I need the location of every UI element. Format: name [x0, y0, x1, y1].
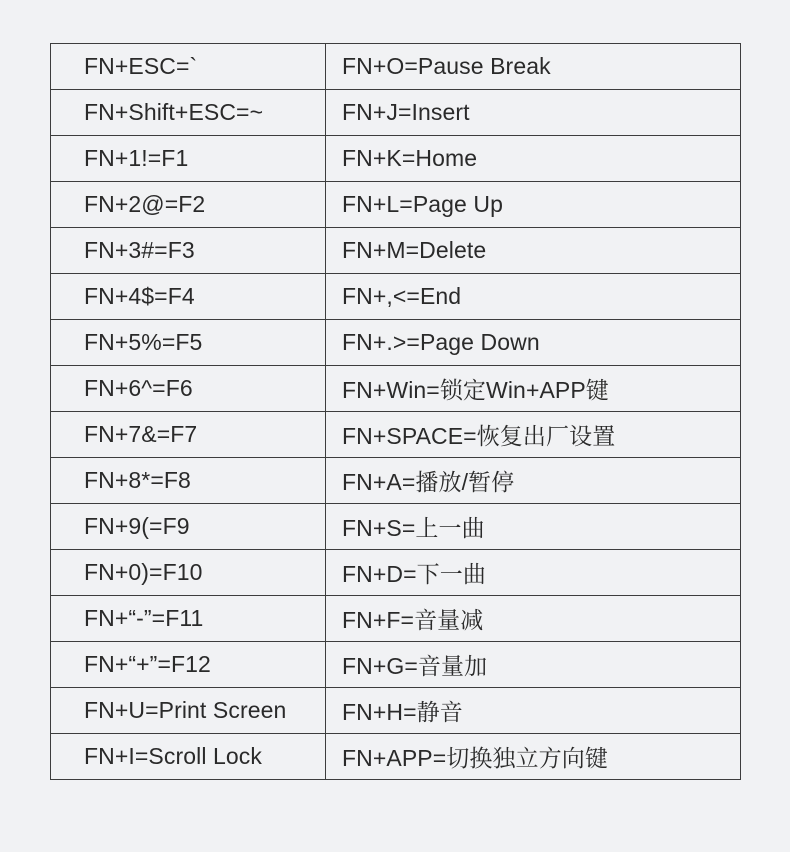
shortcut-cell-left: FN+ESC=` — [51, 44, 326, 90]
table-row — [51, 320, 741, 366]
table-row — [51, 366, 741, 412]
fn-shortcut-table — [50, 43, 741, 780]
table-row — [51, 734, 741, 780]
shortcut-cell-right: FN+H=静音 — [326, 688, 741, 734]
table-row — [51, 90, 741, 136]
table-row — [51, 412, 741, 458]
table-row — [51, 228, 741, 274]
table-row — [51, 504, 741, 550]
shortcut-cell-left: FN+2@=F2 — [51, 182, 326, 228]
table-row — [51, 458, 741, 504]
shortcut-cell-right: FN+G=音量加 — [326, 642, 741, 688]
shortcut-cell-right: FN+.>=Page Down — [326, 320, 741, 366]
shortcut-cell-left: FN+3#=F3 — [51, 228, 326, 274]
shortcut-cell-right: FN+F=音量减 — [326, 596, 741, 642]
table-row — [51, 688, 741, 734]
shortcut-cell-right: FN+K=Home — [326, 136, 741, 182]
shortcut-cell-right: FN+M=Delete — [326, 228, 741, 274]
table-row — [51, 642, 741, 688]
shortcut-cell-right: FN+O=Pause Break — [326, 44, 741, 90]
shortcut-cell-left: FN+6^=F6 — [51, 366, 326, 412]
shortcut-cell-right: FN+,<=End — [326, 274, 741, 320]
shortcut-cell-left: FN+8*=F8 — [51, 458, 326, 504]
table-row — [51, 182, 741, 228]
shortcut-cell-left: FN+0)=F10 — [51, 550, 326, 596]
shortcut-cell-right: FN+L=Page Up — [326, 182, 741, 228]
table-row — [51, 44, 741, 90]
table-row — [51, 596, 741, 642]
shortcut-cell-right: FN+D=下一曲 — [326, 550, 741, 596]
shortcut-cell-left: FN+I=Scroll Lock — [51, 734, 326, 780]
shortcut-cell-right: FN+S=上一曲 — [326, 504, 741, 550]
shortcut-cell-left: FN+Shift+ESC=~ — [51, 90, 326, 136]
shortcut-cell-left: FN+5%=F5 — [51, 320, 326, 366]
shortcut-cell-right: FN+A=播放/暂停 — [326, 458, 741, 504]
table-row — [51, 274, 741, 320]
shortcut-cell-left: FN+1!=F1 — [51, 136, 326, 182]
table-row — [51, 550, 741, 596]
shortcut-cell-left: FN+“+”=F12 — [51, 642, 326, 688]
shortcut-cell-left: FN+4$=F4 — [51, 274, 326, 320]
table-body — [51, 44, 741, 780]
shortcut-cell-left: FN+9(=F9 — [51, 504, 326, 550]
table-row — [51, 136, 741, 182]
shortcut-cell-right: FN+APP=切换独立方向键 — [326, 734, 741, 780]
shortcut-cell-left: FN+“-”=F11 — [51, 596, 326, 642]
shortcut-cell-left: FN+U=Print Screen — [51, 688, 326, 734]
shortcut-cell-right: FN+SPACE=恢复出厂设置 — [326, 412, 741, 458]
shortcut-cell-right: FN+Win=锁定Win+APP键 — [326, 366, 741, 412]
shortcut-cell-left: FN+7&=F7 — [51, 412, 326, 458]
shortcut-cell-right: FN+J=Insert — [326, 90, 741, 136]
